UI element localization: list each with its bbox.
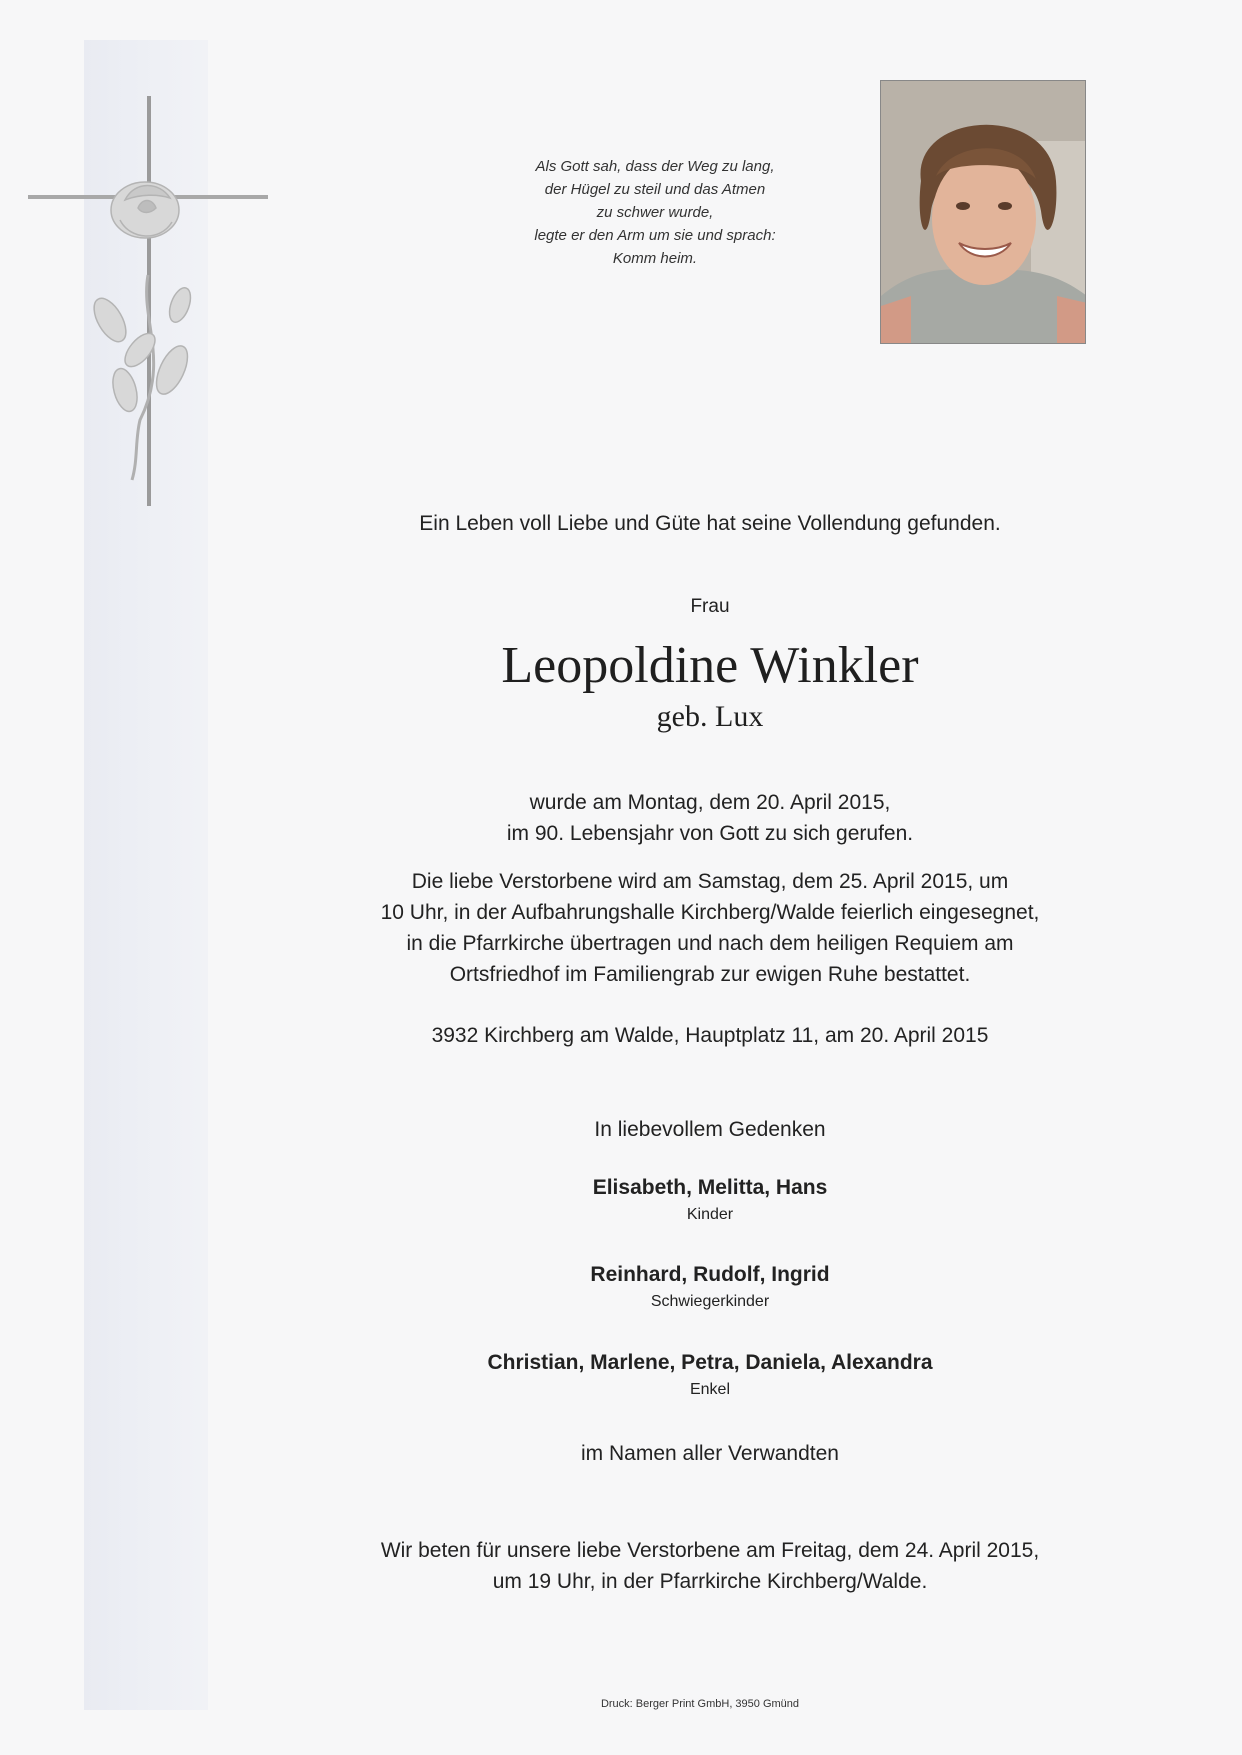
prayer-notice-line: Wir beten für unsere liebe Verstorbene am Freitag, dem 24. April 2015, <box>380 1539 1040 1562</box>
funeral-notice-line: in die Pfarrkirche übertragen und nach dem heiligen Requiem am <box>406 932 1014 955</box>
portrait-photo <box>880 80 1086 344</box>
quote-line: Komm heim. <box>612 250 698 267</box>
quote-line: der Hügel zu steil und das Atmen <box>544 181 766 198</box>
intro-line: Ein Leben voll Liebe und Güte hat seine Vollendung gefunden. <box>419 512 1001 535</box>
funeral-notice <box>280 866 1140 990</box>
mourner-role: Kinder <box>686 1206 734 1223</box>
death-notice <box>280 787 1140 849</box>
mourner-names: Elisabeth, Melitta, Hans <box>592 1176 828 1199</box>
place-and-date: 3932 Kirchberg am Walde, Hauptplatz 11, am 20. April 2015 <box>431 1024 989 1047</box>
mourner-role: Enkel <box>689 1381 731 1398</box>
printer-credit: Druck: Berger Print GmbH, 3950 Gmünd <box>600 1698 800 1710</box>
mourner-group <box>280 1176 1140 1224</box>
death-notice-line: im 90. Lebensjahr von Gott zu sich gerufen. <box>506 822 914 845</box>
relatives-line: im Namen aller Verwandten <box>581 1442 839 1465</box>
mourner-role: Schwiegerkinder <box>650 1293 770 1310</box>
mourner-names: Christian, Marlene, Petra, Daniela, Alexandra <box>487 1351 933 1374</box>
prayer-notice-line: um 19 Uhr, in der Pfarrkirche Kirchberg/Walde. <box>492 1570 928 1593</box>
funeral-notice-line: Ortsfriedhof im Familiengrab zur ewigen Ruhe bestattet. <box>449 963 971 986</box>
death-notice-line: wurde am Montag, dem 20. April 2015, <box>529 791 891 814</box>
quote-line: legte er den Arm um sie und sprach: <box>534 227 776 244</box>
mourner-names: Reinhard, Rudolf, Ingrid <box>590 1263 830 1286</box>
quote-line: Als Gott sah, dass der Weg zu lang, <box>535 158 775 175</box>
funeral-notice-line: 10 Uhr, in der Aufbahrungshalle Kirchberg/Walde feierlich eingesegnet, <box>380 901 1040 924</box>
mourner-group <box>280 1351 1140 1399</box>
funeral-notice-line: Die liebe Verstorbene wird am Samstag, dem 25. April 2015, um <box>411 870 1009 893</box>
birth-name: geb. Lux <box>656 700 764 733</box>
deceased-name: Leopoldine Winkler <box>501 637 919 694</box>
memory-line: In liebevollem Gedenken <box>594 1118 826 1141</box>
mourner-group <box>280 1263 1140 1311</box>
cross-with-rose-icon <box>20 90 280 520</box>
salutation: Frau <box>690 596 730 617</box>
prayer-notice <box>280 1535 1140 1597</box>
quote-line: zu schwer wurde, <box>596 204 714 221</box>
poem-quote <box>500 155 810 270</box>
